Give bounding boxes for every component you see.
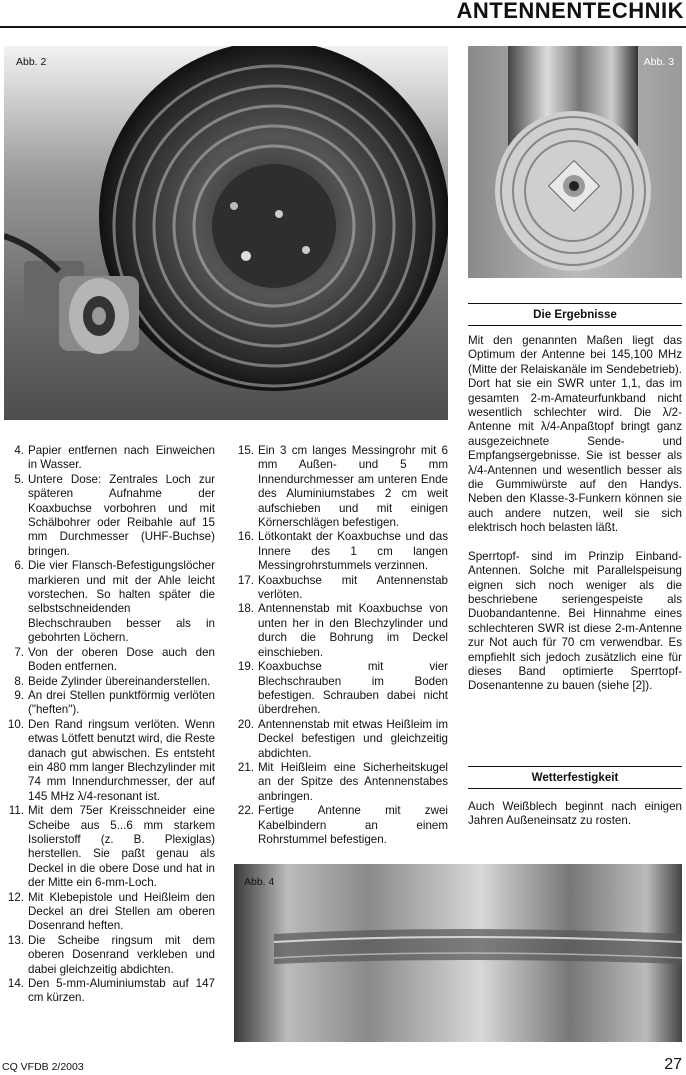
weather-text — [468, 800, 682, 829]
section-title: Die Ergebnisse — [533, 308, 617, 321]
list-item: 19. Koaxbuchse mit vier Blechschrauben im Boden befestigen. Schrauben dabei nicht überdrehen. — [237, 660, 448, 717]
page-number: 27 — [664, 1056, 682, 1073]
page-header — [0, 0, 686, 28]
list-item: 17. Koaxbuchse mit Antennenstab verlöten. — [237, 573, 448, 602]
list-item: 9. An drei Stellen punktförmig verlöten ("heften"). — [14, 688, 215, 717]
section-title: Wetterfestigkeit — [531, 771, 619, 784]
figure-abb4-photo — [234, 864, 682, 1042]
list-item: 21. Mit Heißleim eine Sicherheitskugel an der Spitze des Antennenstabes anbringen. — [237, 760, 448, 803]
list-item: 6. Die vier Flansch-Befestigungslöcher markieren und mit der Ahle leicht vorstechen. So halten später die selbstschneidenden Blechschrauben besser als in gebohrten Löchern. — [14, 559, 215, 645]
list-item: 5. Untere Dose: Zentrales Loch zur späteren Aufnahme der Koaxbuchse vorbohren und mit Schälbohrer oder Reibahle auf 15 mm Durchmesser (UHF-Buchse) bringen. — [14, 472, 215, 558]
figure-abb3-photo — [468, 46, 682, 278]
list-item: 15. Ein 3 cm langes Messingrohr mit 6 mm Außen- und 5 mm Innendurchmesser am unteren Ende des Aluminiumstabes 2 cm weit aufschieben und mit einigen Körnerschlägen befestigen. — [237, 444, 448, 530]
list-item: 4. Papier entfernen nach Einweichen in Wasser. — [14, 444, 215, 472]
results-paragraph-1: Mit den genannten Maßen liegt das Optimum der Antenne bei 145,100 MHz (Mitte der Relaiskanäle im Sendebetrieb). Dort hat sie ein SWR unter 1,1, das im gesamten 2-m-Amateurfunkband nicht wesentlich schlechter wird. Die λ/2-Antenne mit λ/4-Anpaßtopf bringt ganz ausgezeichnete Sende- und Empfangsergebnisse. Sie ist besser als λ/4-Antennen und wesentlich besser als die Gummiwürste auf den Handys. Neben den Klasse-3-Funkern können sie auch andere nutzen, weil sie sich elektrisch hoch belasten läßt. — [468, 334, 682, 535]
list-item: 20. Antennenstab mit etwas Heißleim im Deckel befestigen und gleichzeitig abdichten. — [237, 717, 448, 760]
steps-list-1 — [4, 444, 215, 1006]
list-item: 10. Den Rand ringsum verlöten. Wenn etwas Lötfett benutzt wird, die Reste danach gut abwischen. Es entsteht ein 480 mm langer Blechzylinder mit 74 mm Innendurchmesser, der auf 145 MHz λ/4-resonant ist. — [7, 717, 215, 803]
figure-label-abb2: Abb. 2 — [16, 56, 47, 68]
list-item: 22. Fertige Antenne mit zwei Kabelbindern an einem Rohrstummel befestigen. — [237, 804, 448, 846]
header-title: ANTENNENTECHNIK — [456, 0, 684, 23]
footer-publication: CQ VFDB 2/2003 — [2, 1061, 84, 1073]
abb2-illustration — [4, 46, 448, 420]
abb3-illustration — [468, 46, 682, 278]
steps-column-1 — [4, 444, 215, 1006]
abb4-illustration — [234, 864, 682, 1042]
list-item: 13. Die Scheibe ringsum mit dem oberen Dosenrand verkleben und dabei gleichzeitig abdichten. — [7, 933, 215, 976]
weather-paragraph-1: Auch Weißblech beginnt nach einigen Jahren Außeneinsatz zu rosten. — [468, 800, 682, 828]
heading-rule-bottom — [468, 325, 682, 326]
figure-abb2-photo — [4, 46, 448, 420]
section-heading-wetterfestigkeit — [468, 766, 682, 789]
list-item: 14. Den 5-mm-Aluminiumstab auf 147 cm kürzen. — [7, 977, 215, 1005]
figure-label-abb3: Abb. 3 — [643, 56, 674, 68]
figure-label-abb4: Abb. 4 — [244, 876, 275, 888]
section-heading-ergebnisse — [468, 303, 682, 326]
list-item: 12. Mit Klebepistole und Heißleim den Deckel an drei Stellen am oberen Dosenrand heften. — [7, 890, 215, 933]
list-item: 8. Beide Zylinder übereinanderstellen. — [14, 674, 211, 688]
list-item: 18. Antennenstab mit Koaxbuchse von unten her in den Blechzylinder und durch die Bohrung im Deckel einschieben. — [237, 602, 448, 659]
list-item: 16. Lötkontakt der Koaxbuchse und das Innere des 1 cm langen Messingrohrstummels verzinnen. — [237, 530, 448, 573]
results-text — [468, 334, 682, 694]
steps-list-2 — [234, 444, 448, 847]
steps-column-2 — [234, 444, 448, 847]
list-item: 11. Mit dem 75er Kreisschneider eine Scheibe aus 5...6 mm starkem Isolierstoff (z. B. Plexiglas) herstellen. Sie paßt genau als Deckel in die obere Dose und hat in der Mitte ein 6-mm-Loch. — [8, 804, 215, 890]
results-paragraph-2: Sperrtopf- sind im Prinzip Einband-Antennen. Solche mit Parallelspeisung eignen sich noch weniger als die beschriebene seriengespeiste als Duobandantenne. Bei Hinnahme eines schlechteren SWR ist diese 2-m-Antenne zur Not auch für 70 cm verwendbar. Es empfiehlt sich jedoch zusätzlich eine für dieses Band optimierte Sperrtopf-Dosenantenne zu bauen (siehe [2]). — [468, 549, 682, 693]
header-rule — [0, 26, 686, 28]
heading-rule-bottom — [468, 788, 682, 789]
list-item: 7. Von der oberen Dose auch den Boden entfernen. — [14, 645, 215, 674]
